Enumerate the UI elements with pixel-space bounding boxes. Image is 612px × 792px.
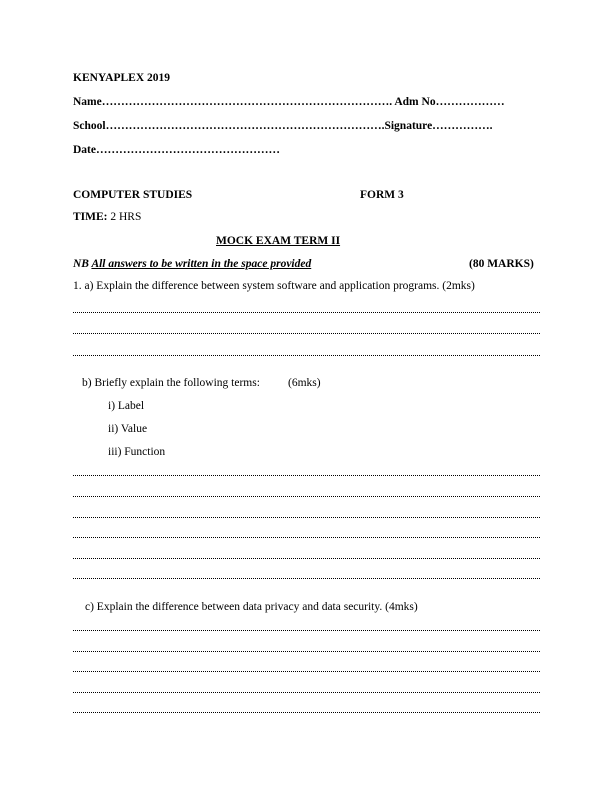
subject-label: COMPUTER STUDIES xyxy=(73,189,193,201)
exam-title: MOCK EXAM TERM II xyxy=(216,235,341,247)
date-field: Date………………………………………… xyxy=(73,144,280,156)
term-function: iii) Function xyxy=(108,446,166,458)
time-value: 2 HRS xyxy=(110,211,142,223)
answer-line xyxy=(73,475,540,476)
answer-line xyxy=(73,651,540,652)
nb-label: NB xyxy=(73,258,89,270)
nb-instruction xyxy=(73,259,311,271)
time-label: TIME: xyxy=(73,211,108,223)
exam-org-title: KENYAPLEX 2019 xyxy=(73,72,171,84)
answer-line xyxy=(73,671,540,672)
answer-line xyxy=(73,712,540,713)
answer-line xyxy=(73,692,540,693)
answer-line xyxy=(73,630,540,631)
question-1b-marks: (6mks) xyxy=(288,377,321,389)
question-1c: c) Explain the difference between data privacy and data security. (4mks) xyxy=(85,601,418,613)
answer-line xyxy=(73,355,540,356)
answer-line xyxy=(73,578,540,579)
answer-line xyxy=(73,537,540,538)
answer-line xyxy=(73,496,540,497)
form-label: FORM 3 xyxy=(360,189,404,201)
term-value: ii) Value xyxy=(108,423,148,435)
school-signature-field: School……………………………………………………………….Signature……………. xyxy=(73,120,493,132)
answer-line xyxy=(73,312,540,313)
answer-line xyxy=(73,517,540,518)
total-marks: (80 MARKS) xyxy=(469,258,534,270)
answer-line xyxy=(73,333,540,334)
question-1a: 1. a) Explain the difference between system software and application programs. (2mks) xyxy=(73,280,475,292)
term-label: i) Label xyxy=(108,400,145,412)
nb-text: All answers to be written in the space provided xyxy=(91,258,312,270)
answer-line xyxy=(73,558,540,559)
question-1b: b) Briefly explain the following terms: xyxy=(82,377,260,389)
name-adm-field: Name…………………………………………………………………. Adm No……………… xyxy=(73,96,505,108)
time-line xyxy=(73,212,141,224)
